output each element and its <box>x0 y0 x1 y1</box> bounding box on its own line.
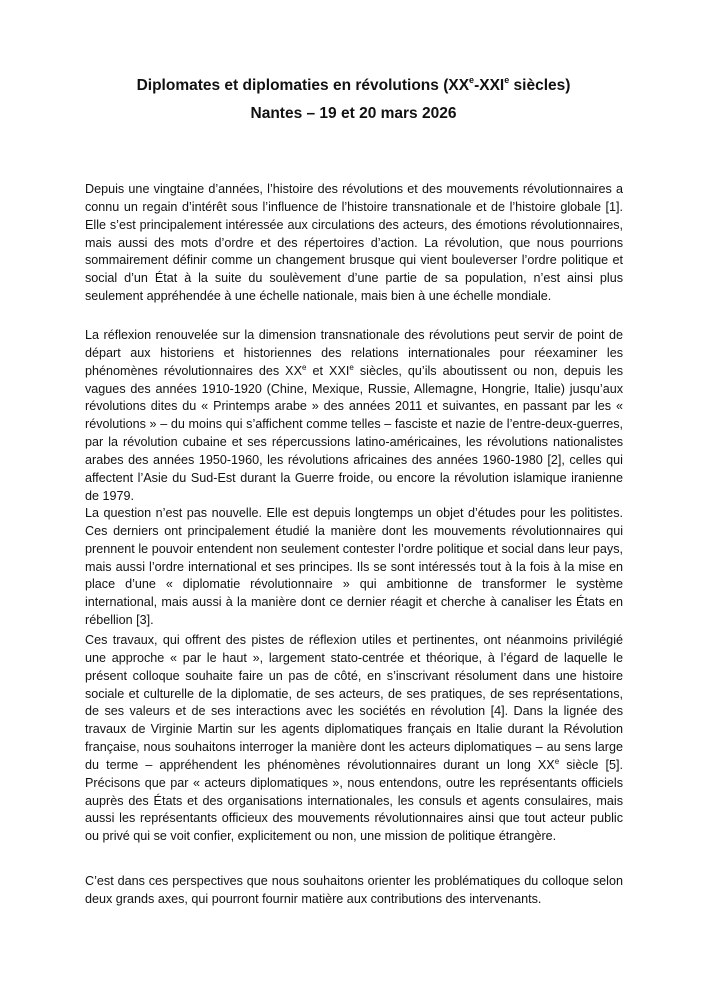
title-text-part2: -XXI <box>474 77 505 94</box>
paragraph-2-superscript-2: e <box>349 362 354 372</box>
title-text-part1: Diplomates et diplomaties en révolutions (XX <box>136 77 470 94</box>
paragraph-4-text-a: Ces travaux, qui offrent des pistes de réflexion utiles et pertinentes, ont néanmoins privilégié une approche « par le haut », largement stato-centrée et théorique, à l’égard de laquelle le présent colloque souhaite faire un pas de côté, en s’inscrivant résolument dans une histoire sociale et culturelle de la diplomatie, de ses acteurs, de ses pratiques, de ses représentations, de ses valeurs et de ses interactions avec les sociétés en révolution [4]. Dans la lignée des travaux de Virginie Martin sur les agents diplomatiques français en Italie durant la Révolution française, nous souhaitons interroger la manière dont les acteurs diplomatiques – au sens large du terme – appréhendent les phénomènes révolutionnaires durant un long XX <box>85 633 623 772</box>
title-text-part3: siècles) <box>509 77 571 94</box>
title-superscript-1: e <box>469 74 475 85</box>
paragraph-4-text-b: siècle [5]. Précisons que par « acteurs diplomatiques », nous entendons, outre les représentants officiels auprès des États et des organisations internationales, les consuls et agents consulaires, mais aussi les représentants officieux des mouvements révolutionnaires ainsi que tout acteur public ou privé qui se voit confier, explicitement ou non, une mission de politique étrangère. <box>85 757 623 844</box>
paragraph-2-text-b: et XXI <box>306 363 350 378</box>
paragraph-4-superscript: e <box>554 756 560 766</box>
paragraph-2-text-c: siècles, qu’ils aboutissent ou non, depuis les vagues des années 1910-1920 (Chine, Mexique, Russie, Allemagne, Hongrie, Italie) jusqu’aux révolutions dites du « Printemps arabe » des années 2011 et suivantes, en passant par les « révolutions » – du moins qui s’affichent comme telles – fasciste et nazie de l’entre-deux-guerres, par la révolution cubaine et ses répercussions latino-américaines, les révolutions nationalistes arabes des années 1950-1960, les révolutions africaines des années 1960-1980 [2], celles qui affectent l’Asie du Sud-Est durant la Guerre froide, ou encore la révolution islamique iranienne de 1979. <box>85 363 623 503</box>
paragraph-2 <box>85 327 623 505</box>
document-title <box>0 76 707 96</box>
paragraph-1: Depuis une vingtaine d’années, l’histoire des révolutions et des mouvements révolutionnaires a connu un regain d’intérêt sous l’influence de l’histoire transnationale et de l’histoire globale [1]. Elle s’est principalement intéressée aux circulations des acteurs, des émotions révolutionnaires, mais aussi des mots d’ordre et des répertoires d’action. La révolution, que nous pourrions sommairement définir comme un changement brusque qui vient bouleverser l’ordre politique et social d’un État à la suite du soulèvement d’une partie de sa population, n’est ainsi plus seulement appréhendée à une échelle nationale, mais bien à une échelle mondiale. <box>85 182 623 304</box>
title-superscript-2: e <box>504 74 510 85</box>
paragraph-2-text-a: La réflexion renouvelée sur la dimension transnationale des révolutions peut servir de point de départ aux historiens et historiennes des relations internationales pour réexaminer les phénomènes révolutionnaires des XX <box>85 328 623 378</box>
paragraph-2-superscript-1: e <box>301 362 307 372</box>
document-subtitle: Nantes – 19 et 20 mars 2026 <box>250 105 457 122</box>
paragraph-4 <box>85 632 623 846</box>
paragraph-3: La question n’est pas nouvelle. Elle est depuis longtemps un objet d’études pour les politistes. Ces derniers ont principalement étudié la manière dont les mouvements révolutionnaires qui prennent le pouvoir entendent non seulement contester l’ordre politique et social dans leur pays, mais aussi l’ordre international et ses principes. Ils se sont intéressés tout à la fois à la mise en place d’une « diplomatie révolutionnaire » qui ambitionne de transformer le système international, mais aussi à la manière dont ce dernier réagit et cherche à canaliser les États en rébellion [3]. <box>85 506 623 628</box>
paragraph-5: C’est dans ces perspectives que nous souhaitons orienter les problématiques du colloque selon deux grands axes, qui pourront fournir matière aux contributions des intervenants. <box>85 874 623 906</box>
